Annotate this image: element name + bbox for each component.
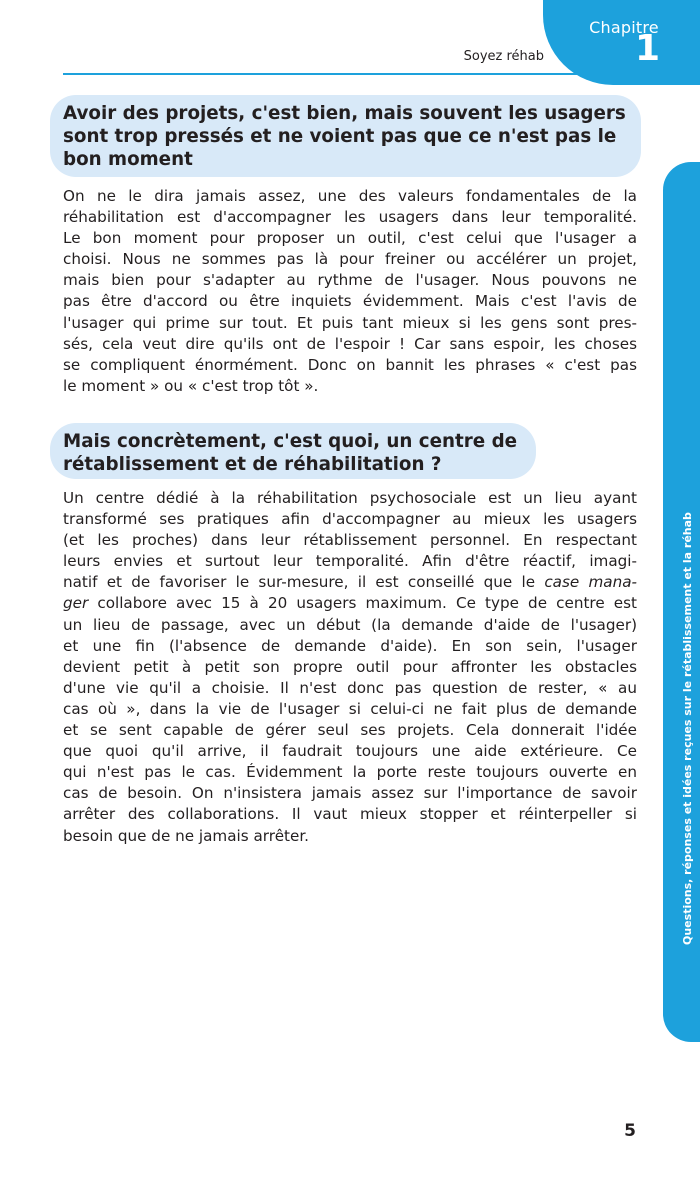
chapter-label: Chapitre: [589, 18, 659, 37]
question-1-line: Avoir des projets, c'est bien, mais souvent les usagers: [63, 103, 626, 124]
answer-2-line: et se sent capable de gérer seul ses projets. Cela donnerait l'idée: [63, 721, 637, 740]
question-2-heading: [63, 430, 533, 476]
answer-1-line: Le bon moment pour proposer un outil, c'est celui que l'usager a: [63, 229, 637, 248]
question-1-heading: [63, 102, 633, 171]
answer-2-line: leurs envies et surtout leur temporalité. Afin d'être réactif, imagi-: [63, 552, 637, 571]
answer-2-line: besoin que de ne jamais arrêter.: [63, 826, 310, 845]
question-1-line: bon moment: [63, 149, 193, 170]
question-2-line: Mais concrètement, c'est quoi, un centre de: [63, 431, 518, 452]
answer-2-line: et une fin (l'absence de demande d'aide). En son sein, l'usager: [63, 636, 637, 655]
answer-1-line: réhabilitation est d'accompagner les usagers dans leur temporalité.: [63, 208, 637, 227]
answer-2-line: arrêter des collaborations. Il vaut mieux stopper et réinterpeller si: [63, 805, 637, 824]
answer-2-line: natif et de favoriser le sur-mesure, il est conseillé que le case mana-: [63, 573, 638, 592]
answer-2-line: d'une vie qu'il a choisie. Il n'est donc pas question de rester, « au: [63, 678, 637, 697]
answer-2-paragraph: [63, 488, 637, 847]
page-number: 5: [624, 1121, 636, 1141]
answer-2-line: ger collabore avec 15 à 20 usagers maximum. Ce type de centre est: [63, 594, 637, 613]
answer-2-line: qui n'est pas le cas. Évidemment la porte reste toujours ouverte en: [63, 763, 637, 782]
answer-1-line: pas être d'accord ou être inquiets évidemment. Mais c'est l'avis de: [63, 292, 637, 311]
answer-1-line: mais bien pour s'adapter au rythme de l'usager. Nous pouvons ne: [63, 271, 637, 290]
answer-2-line: cas de besoin. On n'insistera jamais assez sur l'importance de savoir: [63, 784, 637, 803]
question-1-line: sont trop pressés et ne voient pas que ce n'est pas le: [63, 126, 617, 147]
answer-1-line: le moment » ou « c'est trop tôt ».: [63, 376, 319, 395]
answer-1-line: choisi. Nous ne sommes pas là pour freiner ou accélérer un projet,: [63, 250, 637, 269]
answer-2-line: Un centre dédié à la réhabilitation psychosociale est un lieu ayant: [63, 489, 637, 507]
chapter-number: 1: [634, 28, 660, 69]
header-rule: [63, 73, 608, 75]
answer-2-line: (et les proches) dans leur rétablissement personnel. En respectant: [63, 531, 637, 550]
question-2-line: rétablissement et de réhabilitation ?: [63, 454, 442, 475]
running-head: Soyez réhab: [463, 49, 544, 64]
answer-1-line: sés, cela veut dire qu'ils ont de l'espoir ! Car sans espoir, les choses: [63, 334, 637, 353]
answer-2-line: devient petit à petit son propre outil pour affronter les obstacles: [63, 657, 637, 676]
answer-1-line: se compliquent énormément. Donc on bannit les phrases « c'est pas: [63, 355, 637, 374]
answer-2-line: cas où », dans la vie de l'usager si celui-ci ne fait plus de demande: [63, 699, 637, 718]
answer-1-line: On ne le dira jamais assez, une des valeurs fondamentales de la: [63, 187, 637, 205]
side-thumb-tab-text: Questions, réponses et idées reçues sur le rétablissement et la réhab: [681, 512, 694, 945]
answer-2-line: transformé ses pratiques afin d'accompagner au mieux les usagers: [63, 510, 637, 529]
answer-1-line: l'usager qui prime sur tout. Et puis tant mieux si les gens sont pres-: [63, 313, 637, 332]
answer-2-line: que quoi qu'il arrive, il faudrait toujours une aide extérieure. Ce: [63, 742, 637, 761]
answer-1-paragraph: [63, 186, 637, 397]
answer-2-line: un lieu de passage, avec un début (la demande d'aide de l'usager): [63, 615, 637, 634]
